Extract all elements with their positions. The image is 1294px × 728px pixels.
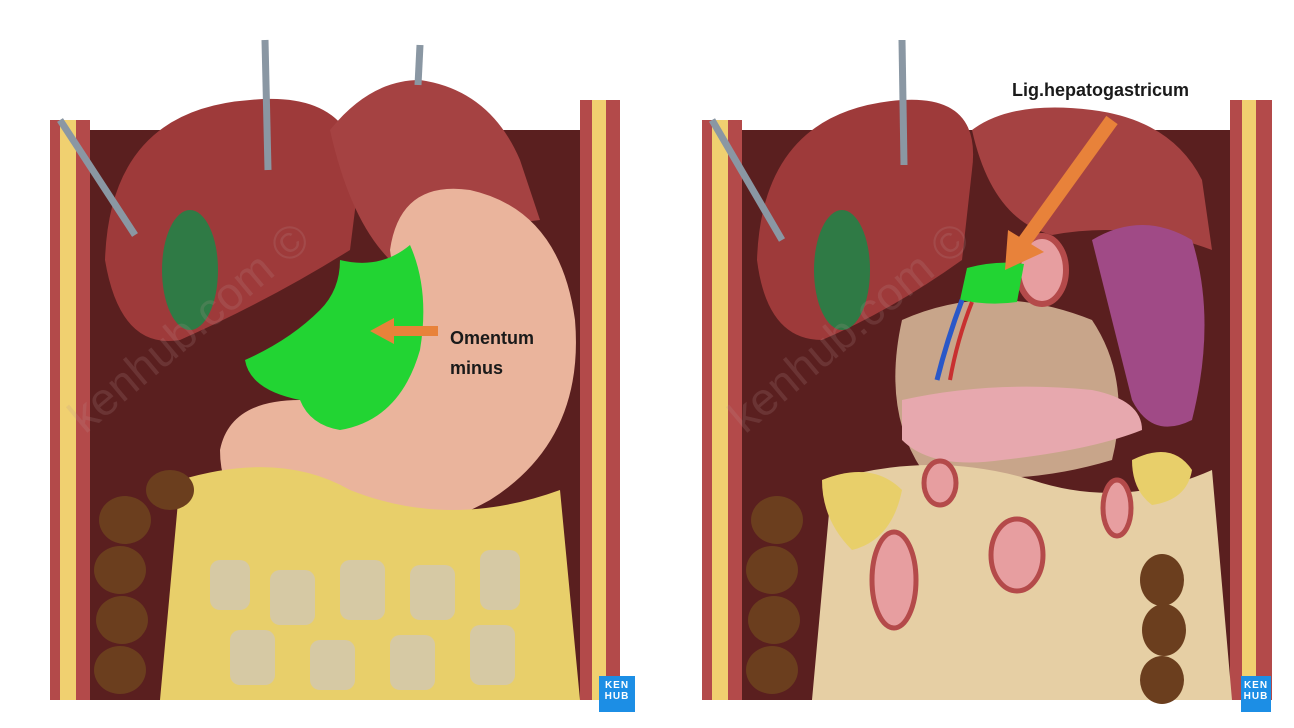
kenhub-logo <box>599 676 635 712</box>
illustration-lig-hepatogastricum <box>672 20 1272 720</box>
gallbladder-2 <box>814 210 870 330</box>
label-omentum-line2: minus <box>450 358 504 378</box>
logo-line1: KEN <box>604 680 630 691</box>
retractor-2 <box>265 40 268 170</box>
kenhub-logo <box>1241 676 1271 712</box>
retractor-5 <box>902 40 904 165</box>
logo-line2: HUB <box>604 691 630 702</box>
label-lig-hepatogastricum: Lig.hepatogastricum <box>1012 80 1190 100</box>
illustration-omentum-minus <box>20 20 620 720</box>
retractor-3 <box>418 45 420 85</box>
gallbladder <box>162 210 218 330</box>
label-omentum-line1: Omentum <box>450 328 535 348</box>
anatomy-drawing-right <box>672 20 1272 720</box>
logo-line2: HUB <box>1243 691 1269 702</box>
logo-line1: KEN <box>1243 680 1269 691</box>
anatomy-drawing-left <box>20 20 620 720</box>
lig-hepatogastricum-highlight <box>960 263 1024 304</box>
